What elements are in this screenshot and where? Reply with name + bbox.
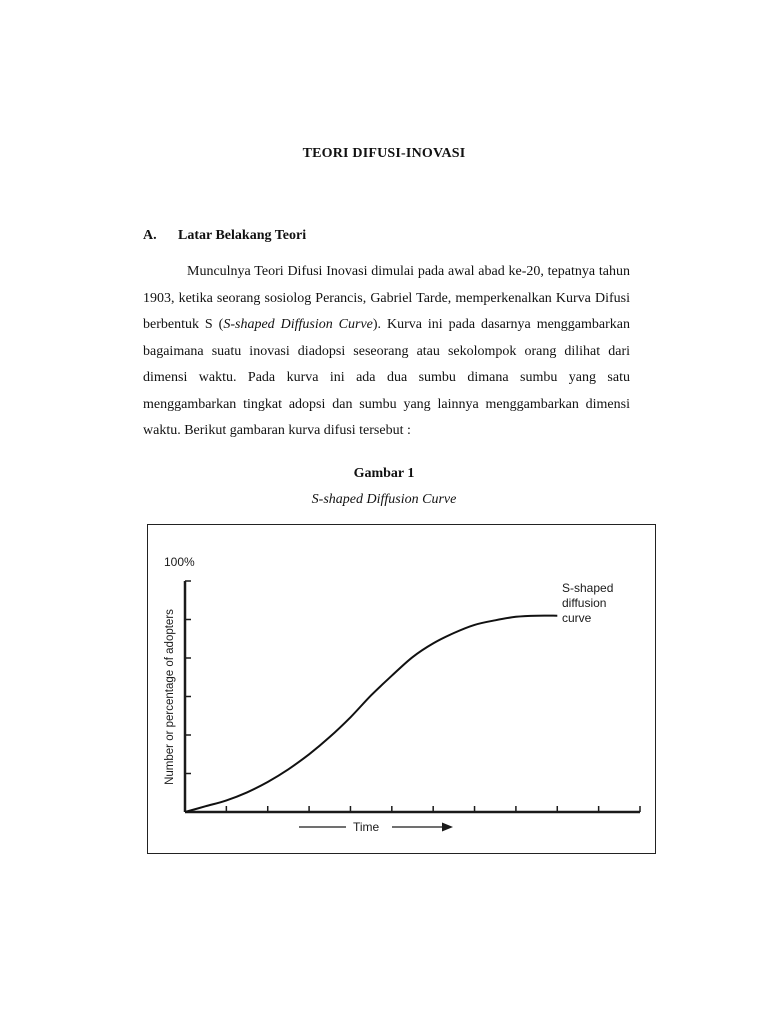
section-title: Latar Belakang Teori: [178, 228, 307, 243]
curve-label-line: curve: [562, 611, 592, 625]
figure-box: [147, 524, 656, 854]
body-paragraph: [143, 259, 630, 445]
x-axis-label: Time: [353, 820, 380, 834]
paragraph-text-part1: Munculnya Teori Difusi Inovasi dimulai pada awal abad ke-20, tepatnya tahun 1903, ketika seorang sosiolog Perancis, Gabriel Tarde, memperkenalkan Kurva Difusi berbentuk S (: [143, 264, 630, 332]
paragraph-italic-term: S-shaped Diffusion Curve: [223, 317, 373, 332]
section-heading: [143, 228, 306, 244]
paragraph-text-part2: ). Kurva ini pada dasarnya menggambarkan bagaimana suatu inovasi diadopsi seseorang atau sekolompok orang dilihat dari dimensi waktu. Pada kurva ini ada dua sumbu dimana sumbu yang satu menggambarkan tingkat adopsi dan sumbu yang lainnya menggambarkan dimensi waktu. Berikut gambaran kurva difusi tersebut :: [143, 317, 631, 438]
section-number: A.: [143, 228, 157, 243]
figure-caption: S-shaped Diffusion Curve: [311, 492, 457, 507]
curve-label-line: S-shaped: [562, 581, 614, 595]
diffusion-chart: [148, 525, 654, 852]
y-axis-label: Number or percentage of adopters: [164, 609, 176, 785]
y-max-label: 100%: [164, 555, 195, 569]
figure-label: Gambar 1: [353, 466, 415, 481]
time-arrow-head: [442, 823, 453, 832]
page-title: TEORI DIFUSI-INOVASI: [302, 146, 466, 161]
curve-label-line: diffusion: [562, 596, 607, 610]
curve-label: [562, 581, 613, 625]
s-curve-line: [185, 616, 557, 812]
